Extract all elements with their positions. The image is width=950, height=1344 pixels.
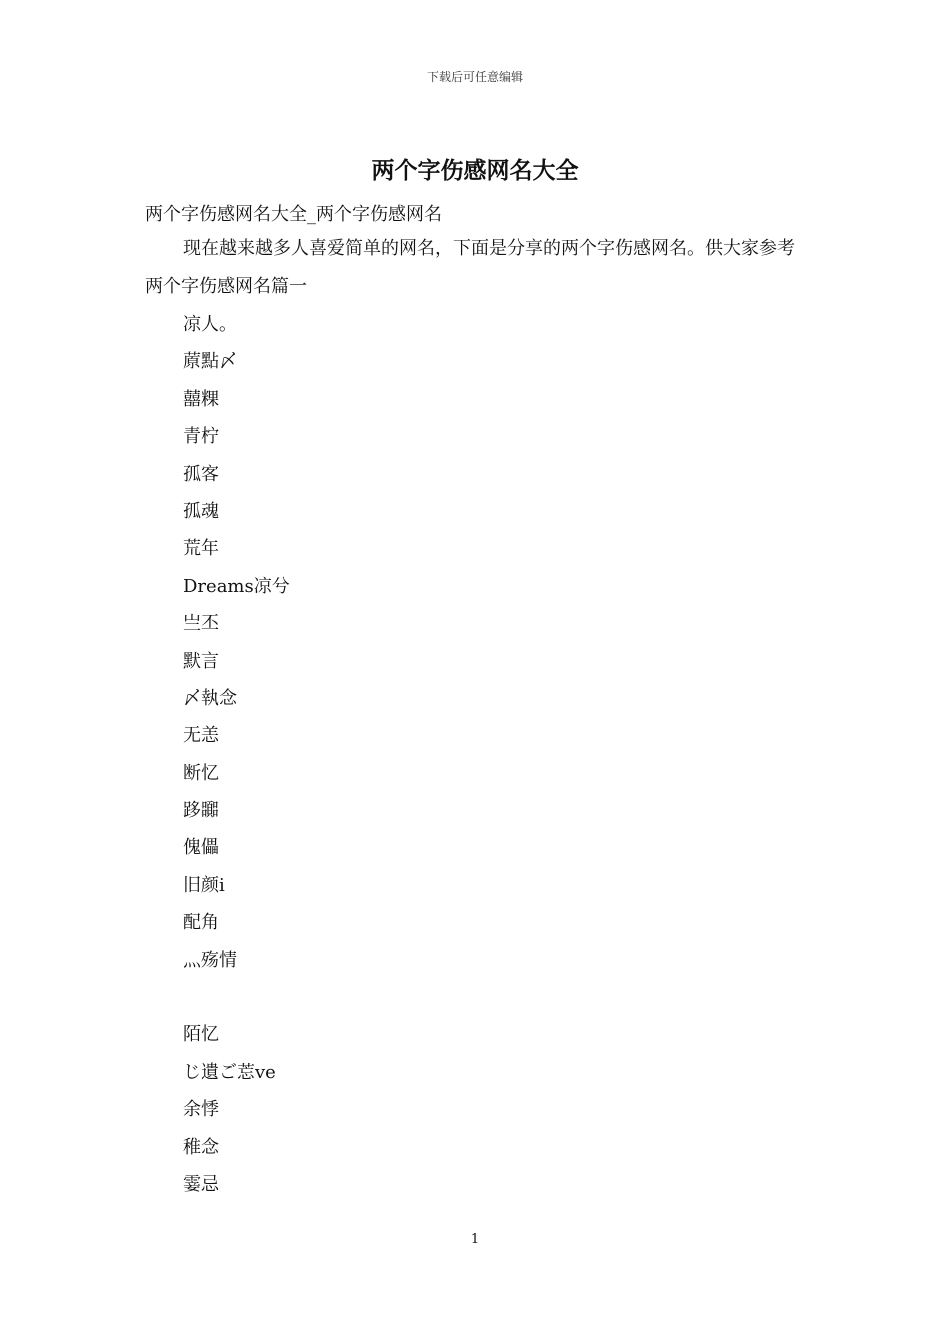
list-item: 断忆 xyxy=(183,762,219,784)
list-item: 荒年 xyxy=(183,538,219,560)
intro-paragraph: 现在越来越多人喜爱简单的网名，下面是分享的两个字伤感网名。供大家参考两个字伤感网名篇一 xyxy=(145,238,795,297)
document-title: 两个字伤感网名大全 xyxy=(371,158,579,184)
name-list xyxy=(183,306,290,1203)
header-note: 下载后可任意编辑 xyxy=(426,70,523,84)
list-item: 无恙 xyxy=(183,725,219,747)
list-item: 配角 xyxy=(183,912,219,934)
list-item: 默言 xyxy=(183,650,219,672)
list-item: 傀儡 xyxy=(183,837,219,859)
list-item: 亗丕 xyxy=(183,613,219,635)
list-item: 陌忆 xyxy=(183,1024,219,1046)
list-item: 凉人。 xyxy=(183,314,237,335)
list-item: 〆執念 xyxy=(183,687,237,709)
list-item: 跢嚻 xyxy=(183,800,219,822)
list-item: じ遺ご莣ve xyxy=(183,1061,276,1083)
list-item: 稚念 xyxy=(183,1136,219,1158)
list-item: 囍粿 xyxy=(183,388,219,410)
page-number: 1 xyxy=(470,1232,480,1247)
list-item: 灬殇情 xyxy=(183,949,237,971)
list-item-blank xyxy=(183,979,290,1016)
list-item: 蒝點〆 xyxy=(183,351,237,373)
list-item: 旧颜i xyxy=(183,874,225,896)
list-item: 青柠 xyxy=(183,426,219,448)
list-item: 孤魂 xyxy=(183,500,219,522)
list-item: Dreams凉兮 xyxy=(183,575,290,597)
list-item: 霎忌 xyxy=(183,1173,219,1195)
document-subtitle: 两个字伤感网名大全_两个字伤感网名 xyxy=(145,204,442,225)
list-item: 孤客 xyxy=(183,463,219,485)
list-item: 余悸 xyxy=(183,1099,219,1121)
